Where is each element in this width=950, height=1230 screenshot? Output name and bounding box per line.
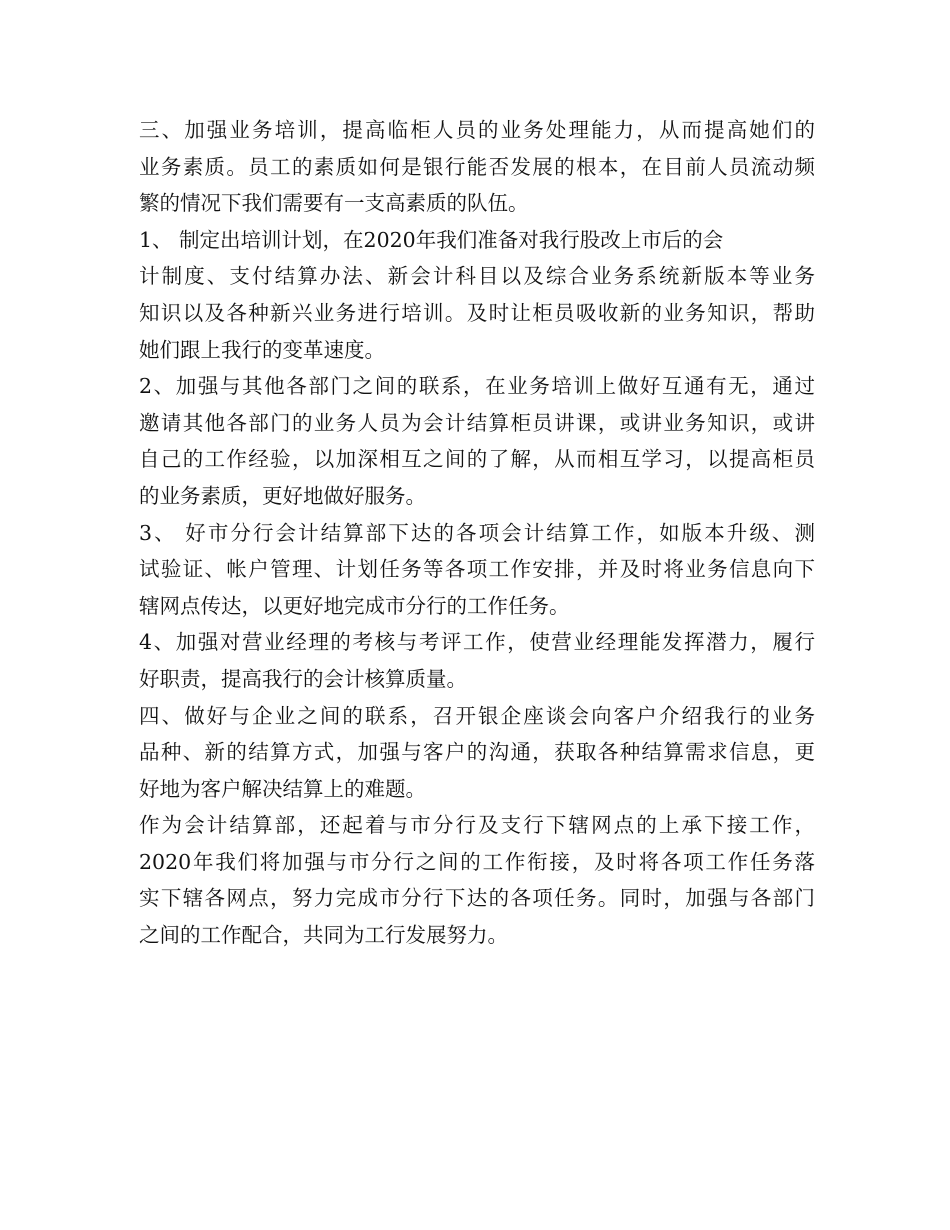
text-line: 2、加强与其他各部门之间的联系，在业务培训上做好互通有无，通过 (139, 374, 815, 399)
text-line: 四、做好与企业之间的联系，召开银企座谈会向客户介绍我行的业务 (139, 703, 815, 728)
text-line: 作为会计结算部，还起着与市分行及支行下辖网点的上承下接工作， (139, 813, 815, 838)
text-line: 品种、新的结算方式，加强与客户的沟通，获取各种结算需求信息，更 (139, 740, 815, 765)
text-line: 知识以及各种新兴业务进行培训。及时让柜员吸收新的业务知识，帮助 (139, 300, 815, 325)
text-line: 邀请其他各部门的业务人员为会计结算柜员讲课，或讲业务知识，或讲 (139, 410, 815, 435)
text-line: 业务素质。员工的素质如何是银行能否发展的根本，在目前人员流动频 (139, 154, 815, 179)
text-line: 2020年我们将加强与市分行之间的工作衔接，及时将各项工作任务落 (139, 849, 815, 874)
text-line: 3、 好市分行会计结算部下达的各项会计结算工作，如版本升级、测 (139, 520, 815, 545)
text-line: 实下辖各网点，努力完成市分行下达的各项任务。同时，加强与各部门 (139, 886, 815, 911)
text-line: 1、 制定出培训计划，在2020年我们准备对我行股改上市后的会 (139, 227, 724, 252)
text-line: 自己的工作经验，以加深相互之间的了解，从而相互学习，以提高柜员 (139, 447, 815, 472)
text-line: 繁的情况下我们需要有一支高素质的队伍。 (139, 191, 529, 216)
text-line: 的业务素质，更好地做好服务。 (139, 483, 426, 508)
text-line: 好地为客户解决结算上的难题。 (139, 776, 426, 801)
text-line: 之间的工作配合，共同为工行发展努力。 (139, 923, 508, 948)
text-line: 辖网点传达，以更好地完成市分行的工作任务。 (139, 593, 570, 618)
text-line: 三、加强业务培训，提高临柜人员的业务处理能力，从而提高她们的 (139, 118, 815, 142)
text-line: 4、加强对营业经理的考核与考评工作，使营业经理能发挥潜力，履行 (139, 630, 815, 655)
text-line: 试验证、帐户管理、计划任务等各项工作安排，并及时将业务信息向下 (139, 557, 815, 582)
text-line: 计制度、支付结算办法、新会计科目以及综合业务系统新版本等业务 (139, 264, 815, 289)
text-line: 她们跟上我行的变革速度。 (139, 337, 385, 362)
text-line: 好职责，提高我行的会计核算质量。 (139, 666, 467, 691)
document-body (139, 112, 815, 954)
